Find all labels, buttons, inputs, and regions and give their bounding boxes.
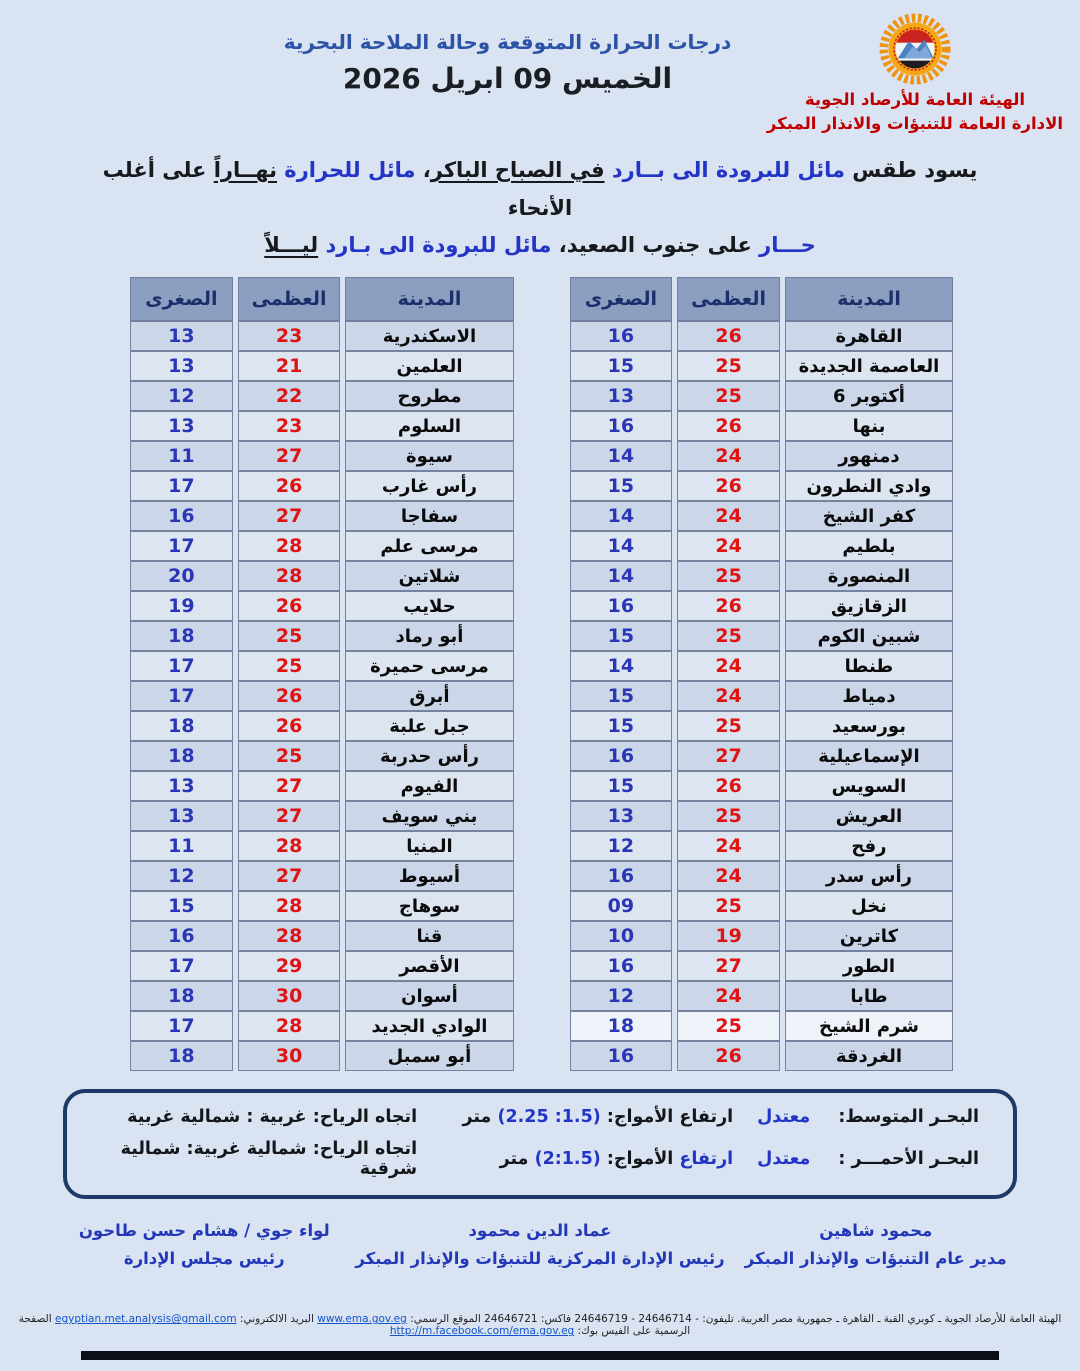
signature-name: محمود شاهين	[819, 1221, 933, 1241]
city-cell: قنا	[345, 921, 513, 951]
min-temp-cell: 16	[570, 951, 673, 981]
min-temp-cell: 15	[570, 471, 673, 501]
footer-email-label: البريد الالكتروني:	[236, 1313, 318, 1326]
max-temp-cell: 25	[677, 1011, 780, 1041]
table-row	[130, 321, 514, 351]
red-sea-wind-direction	[101, 1139, 417, 1179]
max-temp-cell: 25	[238, 621, 341, 651]
table-row	[130, 591, 514, 621]
min-temp-cell: 15	[570, 351, 673, 381]
max-temp-cell: 28	[238, 561, 341, 591]
column-header-city: المدينة	[785, 277, 953, 321]
city-cell: رأس حدربة	[345, 741, 513, 771]
city-cell: دمنهور	[785, 441, 953, 471]
forecast-text-segment: على أغلب الأنحاء	[102, 157, 573, 220]
table-row	[570, 441, 954, 471]
table-row	[570, 1041, 954, 1071]
min-temp-cell: 14	[570, 651, 673, 681]
max-temp-cell: 24	[677, 831, 780, 861]
forecast-text-segment: مائل للحرارة	[277, 157, 416, 182]
meteorology-authority-logo-icon	[876, 10, 954, 88]
min-temp-cell: 10	[570, 921, 673, 951]
min-temp-cell: 12	[130, 381, 233, 411]
official-website-link[interactable]: www.ema.gov.eg	[317, 1313, 407, 1326]
min-temp-cell: 14	[570, 531, 673, 561]
forecast-text-segment: على جنوب الصعيد،	[551, 233, 760, 258]
min-temp-cell: 15	[570, 681, 673, 711]
max-temp-cell: 29	[238, 951, 341, 981]
min-temp-cell: 09	[570, 891, 673, 921]
table-row	[130, 891, 514, 921]
city-cell: 6 أكتوبر	[785, 381, 953, 411]
signature-board-chairman	[55, 1217, 353, 1273]
wind-label: اتجاه الرياح:	[312, 1107, 418, 1128]
min-temp-cell: 17	[130, 681, 233, 711]
table-row	[570, 411, 954, 441]
max-temp-cell: 26	[238, 711, 341, 741]
max-temp-cell: 25	[238, 651, 341, 681]
wave-unit: متر	[462, 1107, 498, 1128]
city-cell: القاهرة	[785, 321, 953, 351]
table-row	[130, 831, 514, 861]
table-row	[570, 381, 954, 411]
table-row	[130, 351, 514, 381]
city-cell: شلاتين	[345, 561, 513, 591]
city-cell: مرسى حميرة	[345, 651, 513, 681]
bottom-divider-bar	[81, 1351, 999, 1360]
table-row	[130, 471, 514, 501]
max-temp-cell: 23	[238, 321, 341, 351]
table-row	[130, 501, 514, 531]
forecast-text-segment: مائل للبرودة الى بـارد	[318, 233, 552, 258]
max-temp-cell: 30	[238, 1041, 341, 1071]
max-temp-cell: 26	[677, 411, 780, 441]
marine-conditions-box	[63, 1089, 1017, 1199]
table-row	[570, 471, 954, 501]
wind-value: غربية : شمالية غربية	[127, 1107, 313, 1128]
min-temp-cell: 17	[130, 951, 233, 981]
sea-state-value: معتدل	[757, 1107, 811, 1128]
min-temp-cell: 18	[130, 741, 233, 771]
max-temp-cell: 22	[238, 381, 341, 411]
facebook-page-link[interactable]: http://m.facebook.com/ema.gov.eg	[389, 1325, 575, 1338]
city-cell: العاصمة الجديدة	[785, 351, 953, 381]
table-row	[570, 711, 954, 741]
city-cell: سوهاج	[345, 891, 513, 921]
table-row	[130, 861, 514, 891]
max-temp-cell: 27	[677, 951, 780, 981]
table-row	[570, 981, 954, 1011]
max-temp-cell: 25	[677, 801, 780, 831]
wind-label: اتجاه الرياح:	[312, 1139, 418, 1160]
city-cell: كاترين	[785, 921, 953, 951]
table-row	[570, 1011, 954, 1041]
table-row	[570, 771, 954, 801]
city-cell: مطروح	[345, 381, 513, 411]
min-temp-cell: 13	[570, 381, 673, 411]
table-row	[570, 741, 954, 771]
min-temp-cell: 13	[130, 321, 233, 351]
forecast-text-segment: نهــاراً	[213, 157, 277, 182]
max-temp-cell: 25	[677, 891, 780, 921]
table-row	[130, 951, 514, 981]
table-row	[570, 921, 954, 951]
max-temp-cell: 23	[238, 411, 341, 441]
table-row	[570, 831, 954, 861]
min-temp-cell: 16	[570, 591, 673, 621]
min-temp-cell: 14	[570, 561, 673, 591]
sea-state-value: معتدل	[757, 1149, 811, 1170]
footer-fax-label: فاكس:	[537, 1313, 575, 1326]
city-cell: الزقازيق	[785, 591, 953, 621]
max-temp-cell: 24	[677, 441, 780, 471]
page-header	[0, 0, 1080, 136]
city-cell: السلوم	[345, 411, 513, 441]
city-cell: دمياط	[785, 681, 953, 711]
table-row	[130, 621, 514, 651]
max-temp-cell: 24	[677, 501, 780, 531]
min-temp-cell: 18	[130, 621, 233, 651]
table-row	[130, 981, 514, 1011]
table-row	[130, 711, 514, 741]
city-cell: رأس غارب	[345, 471, 513, 501]
min-temp-cell: 17	[130, 1011, 233, 1041]
sea-label: البحـر المتوسط:	[838, 1107, 979, 1128]
max-temp-cell: 24	[677, 981, 780, 1011]
max-temp-cell: 28	[238, 1011, 341, 1041]
city-cell: الغردقة	[785, 1041, 953, 1071]
max-temp-cell: 25	[677, 561, 780, 591]
sea-label: البحـر الأحمـــر :	[838, 1149, 979, 1170]
min-temp-cell: 13	[570, 801, 673, 831]
city-cell: بنها	[785, 411, 953, 441]
table-header-row	[570, 277, 954, 321]
max-temp-cell: 27	[238, 501, 341, 531]
max-temp-cell: 26	[677, 771, 780, 801]
city-cell: العلمين	[345, 351, 513, 381]
wave-range-value: (2:1.5)	[534, 1149, 601, 1170]
min-temp-cell: 19	[130, 591, 233, 621]
column-header-max: العظمى	[677, 277, 780, 321]
max-temp-cell: 25	[677, 381, 780, 411]
max-temp-cell: 28	[238, 891, 341, 921]
city-cell: أبو رماد	[345, 621, 513, 651]
min-temp-cell: 12	[130, 861, 233, 891]
wave-label: ارتفاع	[679, 1107, 734, 1128]
table-row	[130, 801, 514, 831]
city-cell: مرسى علم	[345, 531, 513, 561]
city-cell: الاسكندرية	[345, 321, 513, 351]
signature-title: مدير عام التنبؤات والإنذار المبكر	[744, 1249, 1007, 1269]
city-cell: أبرق	[345, 681, 513, 711]
forecast-text-segment: في الصباح الباكر	[430, 157, 605, 182]
forecast-line-2	[90, 227, 990, 265]
max-temp-cell: 27	[238, 801, 341, 831]
max-temp-cell: 27	[238, 771, 341, 801]
min-temp-cell: 12	[570, 831, 673, 861]
min-temp-cell: 15	[570, 711, 673, 741]
max-temp-cell: 19	[677, 921, 780, 951]
org-department: الادارة العامة للتنبؤات والانذار المبكر	[766, 113, 1064, 133]
title-block	[0, 8, 750, 136]
table-row	[570, 681, 954, 711]
city-cell: أبو سمبل	[345, 1041, 513, 1071]
city-cell: رفح	[785, 831, 953, 861]
temperature-table-right	[565, 277, 959, 1071]
min-temp-cell: 11	[130, 831, 233, 861]
mediterranean-wave-height: ارتفاع الأمواج: (1.5: 2.25) متر	[462, 1107, 734, 1128]
table-row	[570, 561, 954, 591]
org-name: الهيئة العامة للأرصاد الجوية	[804, 90, 1026, 109]
table-row	[130, 1011, 514, 1041]
table-row	[130, 381, 514, 411]
table-header-row	[130, 277, 514, 321]
city-cell: أسوان	[345, 981, 513, 1011]
city-cell: السويس	[785, 771, 953, 801]
city-cell: المنصورة	[785, 561, 953, 591]
max-temp-cell: 24	[677, 531, 780, 561]
table-row	[130, 681, 514, 711]
city-cell: طنطا	[785, 651, 953, 681]
city-cell: بلطيم	[785, 531, 953, 561]
min-temp-cell: 17	[130, 531, 233, 561]
table-row	[570, 501, 954, 531]
footer-site-label: الموقع الرسمي:	[406, 1313, 485, 1326]
min-temp-cell: 13	[130, 801, 233, 831]
table-row	[130, 1041, 514, 1071]
wave-label: ارتفاع	[679, 1149, 734, 1170]
column-header-city: المدينة	[345, 277, 513, 321]
max-temp-cell: 24	[677, 651, 780, 681]
max-temp-cell: 28	[238, 531, 341, 561]
min-temp-cell: 18	[570, 1011, 673, 1041]
table-row	[570, 891, 954, 921]
max-temp-cell: 28	[238, 921, 341, 951]
wave-unit: متر	[499, 1149, 535, 1170]
min-temp-cell: 16	[130, 501, 233, 531]
footer-phone-label: تليفون:	[698, 1313, 738, 1326]
city-cell: الأقصر	[345, 951, 513, 981]
city-cell: بني سويف	[345, 801, 513, 831]
min-temp-cell: 16	[570, 741, 673, 771]
signature-title: رئيس مجلس الإدارة	[123, 1249, 285, 1269]
signature-central-admin-head	[353, 1217, 726, 1273]
max-temp-cell: 24	[677, 861, 780, 891]
max-temp-cell: 30	[238, 981, 341, 1011]
mediterranean-wind-direction	[101, 1107, 417, 1127]
forecast-line-1	[90, 152, 990, 228]
forecast-text-segment: مائل للبرودة الى بــارد	[604, 157, 845, 182]
wave-range-value: (1.5: 2.25)	[497, 1107, 601, 1128]
city-cell: الفيوم	[345, 771, 513, 801]
footer-phone-numbers: - 24646714 - 24646719	[574, 1313, 699, 1326]
max-temp-cell: 28	[238, 831, 341, 861]
table-row	[130, 651, 514, 681]
mediterranean-sea-state	[733, 1107, 979, 1127]
max-temp-cell: 26	[238, 471, 341, 501]
max-temp-cell: 27	[238, 861, 341, 891]
city-cell: نخل	[785, 891, 953, 921]
min-temp-cell: 18	[130, 1041, 233, 1071]
min-temp-cell: 13	[130, 771, 233, 801]
column-header-min: الصغرى	[570, 277, 673, 321]
city-cell: المنيا	[345, 831, 513, 861]
min-temp-cell: 13	[130, 351, 233, 381]
table-row	[130, 561, 514, 591]
min-temp-cell: 11	[130, 441, 233, 471]
table-row	[570, 621, 954, 651]
city-cell: وادي النطرون	[785, 471, 953, 501]
min-temp-cell: 13	[130, 411, 233, 441]
city-cell: الوادي الجديد	[345, 1011, 513, 1041]
footer-address: الهيئة العامة للأرصاد الجوية ـ كوبري القبة ـ القاهرة ـ جمهورية مصر العربية.	[737, 1313, 1062, 1326]
table-row	[570, 591, 954, 621]
city-cell: كفر الشيخ	[785, 501, 953, 531]
min-temp-cell: 16	[130, 921, 233, 951]
table-row	[570, 801, 954, 831]
table-row	[130, 441, 514, 471]
city-cell: الإسماعيلية	[785, 741, 953, 771]
table-row	[570, 951, 954, 981]
footer-contact-line	[0, 1313, 1080, 1337]
max-temp-cell: 26	[238, 681, 341, 711]
min-temp-cell: 16	[570, 411, 673, 441]
table-row	[570, 321, 954, 351]
max-temp-cell: 25	[677, 711, 780, 741]
red-sea-wave-height: ارتفاع الأمواج: (2:1.5) متر	[499, 1149, 734, 1170]
min-temp-cell: 20	[130, 561, 233, 591]
city-cell: سفاجا	[345, 501, 513, 531]
max-temp-cell: 26	[677, 1041, 780, 1071]
city-cell: طابا	[785, 981, 953, 1011]
max-temp-cell: 25	[238, 741, 341, 771]
table-row	[130, 771, 514, 801]
city-cell: أسيوط	[345, 861, 513, 891]
city-cell: بورسعيد	[785, 711, 953, 741]
red-sea-state	[733, 1149, 979, 1169]
city-cell: شرم الشيخ	[785, 1011, 953, 1041]
signature-forecast-director	[727, 1217, 1025, 1273]
city-cell: شبين الكوم	[785, 621, 953, 651]
min-temp-cell: 15	[130, 891, 233, 921]
max-temp-cell: 21	[238, 351, 341, 381]
forecast-text-segment: ليـــلاً	[264, 233, 319, 258]
max-temp-cell: 26	[677, 591, 780, 621]
forecast-text-segment: حـــار	[759, 233, 816, 258]
forecast-summary	[90, 152, 990, 265]
max-temp-cell: 26	[238, 591, 341, 621]
table-row	[570, 651, 954, 681]
signature-name: لواء جوي / هشام حسن طاحون	[78, 1221, 330, 1241]
min-temp-cell: 17	[130, 651, 233, 681]
min-temp-cell: 18	[130, 711, 233, 741]
table-row	[570, 351, 954, 381]
city-cell: سيوة	[345, 441, 513, 471]
temperature-table-left	[125, 277, 519, 1071]
signature-title: رئيس الإدارة المركزية للتنبؤات والإنذار المبكر	[355, 1249, 725, 1269]
min-temp-cell: 17	[130, 471, 233, 501]
min-temp-cell: 14	[570, 441, 673, 471]
table-row	[130, 531, 514, 561]
max-temp-cell: 26	[677, 321, 780, 351]
table-row	[130, 921, 514, 951]
city-cell: رأس سدر	[785, 861, 953, 891]
table-row	[130, 741, 514, 771]
max-temp-cell: 24	[677, 681, 780, 711]
min-temp-cell: 12	[570, 981, 673, 1011]
signatures-block	[55, 1217, 1025, 1273]
min-temp-cell: 18	[130, 981, 233, 1011]
min-temp-cell: 14	[570, 501, 673, 531]
footer-fax-number: 24646721	[484, 1313, 538, 1326]
max-temp-cell: 27	[677, 741, 780, 771]
city-cell: حلايب	[345, 591, 513, 621]
max-temp-cell: 26	[677, 471, 780, 501]
max-temp-cell: 25	[677, 351, 780, 381]
org-block	[750, 8, 1080, 136]
forecast-text-segment: ،	[415, 157, 431, 182]
min-temp-cell: 16	[570, 1041, 673, 1071]
signature-name: عماد الدين محمود	[468, 1221, 612, 1241]
min-temp-cell: 16	[570, 321, 673, 351]
table-row	[570, 531, 954, 561]
temperature-tables	[125, 277, 958, 1071]
column-header-max: العظمى	[238, 277, 341, 321]
table-row	[130, 411, 514, 441]
column-header-min: الصغرى	[130, 277, 233, 321]
footer-facebook-label: الصفحة الرسمية على الفيس بوك:	[18, 1313, 691, 1338]
table-row	[570, 861, 954, 891]
page-title: درجات الحرارة المتوقعة وحالة الملاحة البحرية	[283, 30, 732, 54]
min-temp-cell: 15	[570, 621, 673, 651]
email-link[interactable]: egyptian.met.analysis@gmail.com	[55, 1313, 237, 1326]
city-cell: الطور	[785, 951, 953, 981]
city-cell: العريش	[785, 801, 953, 831]
max-temp-cell: 27	[238, 441, 341, 471]
city-cell: جبل علبة	[345, 711, 513, 741]
max-temp-cell: 25	[677, 621, 780, 651]
bulletin-date: الخميس 09 ابريل 2026	[342, 62, 673, 95]
forecast-text-segment: يسود طقس	[845, 157, 978, 182]
min-temp-cell: 16	[570, 861, 673, 891]
min-temp-cell: 15	[570, 771, 673, 801]
wind-value: شمالية غربية: شمالية شرقية	[120, 1139, 418, 1180]
